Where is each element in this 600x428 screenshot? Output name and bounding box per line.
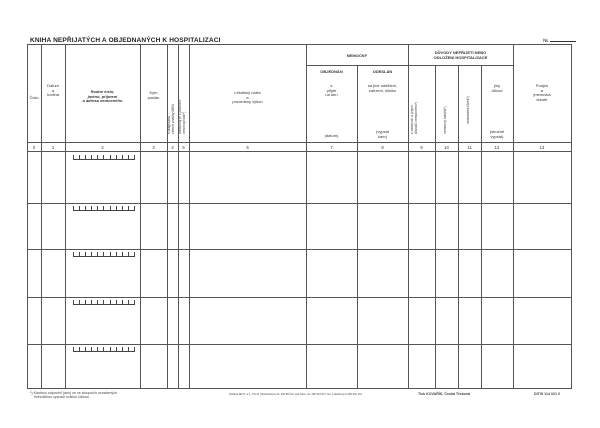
register-table <box>27 0 572 428</box>
publisher-info: Dodává SEVT, a.s., PS 31 (Vlašťovičova 24, 392 88 Ústí nad Orlicí, tel. 465 524 627, fax 1 zásilkovými 465 522 151 <box>229 393 363 396</box>
col-number: 6 <box>246 145 249 150</box>
header-rodne-cislo: Rodné číslo, jméno, příjmení a adresa nemocného <box>82 89 123 104</box>
header-nemocny-odmita: nemocný odmítá*) <box>443 106 447 134</box>
header-objednan: OBJEDNÁN <box>320 69 343 74</box>
birth-number-field[interactable] <box>73 250 135 257</box>
col-number: 11 <box>467 145 472 150</box>
numbers-bottom-border <box>27 151 572 152</box>
col-number: 5 <box>182 145 185 150</box>
col-border <box>178 44 179 389</box>
header-diagnoza: s diagnózou včetně značky MKN <box>167 104 175 134</box>
header-duvody: DŮVODY NEPŘIJETÍ NEBO ODLOŽENÍ HOSPITALIZACE <box>433 50 488 60</box>
header-nemocny: NEMOCNÝ <box>346 53 368 58</box>
col-number: 1 <box>51 145 55 150</box>
col-number: 10 <box>444 145 449 150</box>
col-number: 2 <box>101 145 104 150</box>
header-podpis: Podpis a jmenovka lékaře <box>533 83 551 102</box>
page-title: KNIHA NEPŘIJATÝCH A OBJEDNANÝCH K HOSPITALIZACI <box>30 37 221 44</box>
col-border <box>481 65 482 389</box>
duvody-divider <box>409 65 513 66</box>
header-datum: (datum) <box>324 133 339 138</box>
col-number: 4 <box>171 145 174 150</box>
col-number: 13 <box>539 145 545 150</box>
table-top-border <box>27 44 572 45</box>
col-number: 12 <box>494 145 500 150</box>
header-datum-hodina: Datum a hodina <box>46 83 59 98</box>
header-pracovni-neschopnost: Nemocný je v pracovní neschopnosti*) <box>178 99 186 134</box>
col-border <box>357 65 358 389</box>
col-border <box>435 65 436 389</box>
header-na-jine: na jiné oddělení, zařízení, kliniku <box>367 83 398 93</box>
header-cislo: Číslo <box>29 95 39 100</box>
col-border <box>571 44 572 389</box>
col-border <box>408 44 409 389</box>
header-z-ostatnich: z ostatních a jiných důvodů nemocného*) <box>410 101 418 134</box>
table-bottom-border <box>27 388 572 389</box>
header-bottom-border <box>27 142 572 143</box>
birth-number-field[interactable] <box>73 298 135 305</box>
col-border <box>167 44 168 389</box>
header-k-prijeti: k přijetí na den <box>325 83 338 98</box>
birth-number-field[interactable] <box>73 153 135 160</box>
col-number: 9 <box>420 145 423 150</box>
printer-info: Tisk KOVAŘÍK, Česká Třebová <box>418 392 470 396</box>
birth-number-field[interactable] <box>73 345 135 352</box>
header-jiny-duvod: jiný důvod <box>491 83 503 93</box>
col-number: 8 <box>381 145 384 150</box>
header-vypsat-kam: (vypsat kam) <box>376 129 389 139</box>
header-lekarsky-nalez: Lékařský nález a provedený výkon <box>232 90 263 105</box>
header-strucne: (stručně vypsat) <box>489 129 505 139</box>
col-number: 7 <box>330 145 333 150</box>
header-kym-poslan: Kým poslán <box>147 90 160 100</box>
header-odeslan: ODESLÁN <box>372 69 393 74</box>
col-number: 3 <box>152 145 155 150</box>
form-code: DITIS 114 021 0 <box>534 392 560 396</box>
header-nedostatek-luzek: nedostatek lůžek*) <box>466 96 470 124</box>
col-number: 0 <box>32 145 36 150</box>
number-label: № <box>543 38 549 44</box>
birth-number-field[interactable] <box>73 204 135 211</box>
footnote: *) Kladnou odpověď (ano) ve ve sloupcích označených hvězdičkou vyznačí svislou čárkou <box>30 391 118 400</box>
col-border <box>458 65 459 389</box>
